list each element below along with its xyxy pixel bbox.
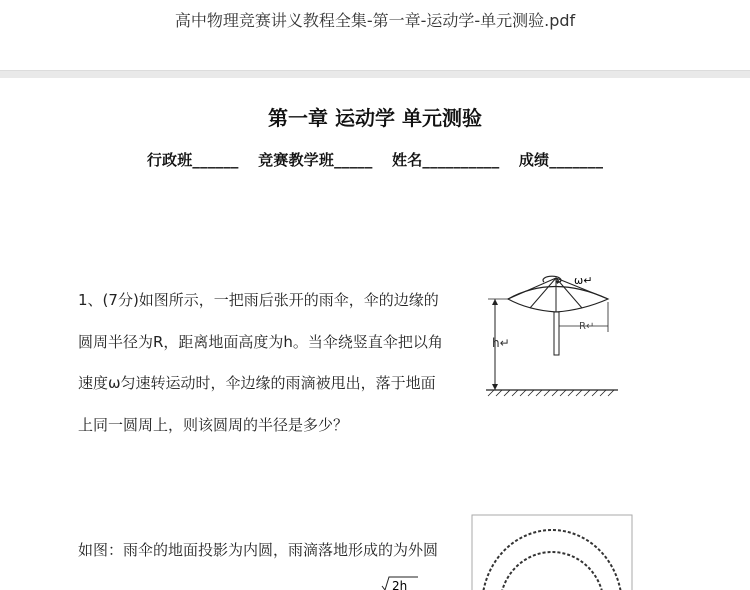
info-competition-class-field: 竞赛教学班_____ [258,151,373,169]
student-info-line [0,149,750,170]
radius-label: R↵ [579,321,595,332]
formula-text: 2h [392,579,408,590]
info-score-field: 成绩_______ [518,151,604,169]
umbrella-figure [478,268,628,400]
toolbar-divider [0,70,750,78]
height-label: h↵ [492,336,510,350]
info-class-field: 行政班______ [146,151,239,169]
question1-line-3: 速度ω匀速转运动时，伞边缘的雨滴被甩出，落于地面 [78,374,436,392]
info-name-field: 姓名__________ [392,151,500,169]
circles-figure [471,514,633,590]
formula-fragment [380,576,420,590]
question1-line-4: 上同一圆周上，则该圆周的半径是多少？ [78,416,349,434]
document-filename: 高中物理竞赛讲义教程全集-第一章-运动学-单元测验.pdf [174,11,576,30]
omega-label: ω↵ [574,274,593,287]
document-title: 第一章 运动学 单元测验 [268,106,482,130]
question1-line-1: 1、(7分)如图所示，一把雨后张开的雨伞，伞的边缘的 [78,291,439,309]
answer-line-1: 如图：雨伞的地面投影为内圆，雨滴落地形成的为外圆 [78,541,439,559]
title-bar [0,0,750,70]
question1-line-2: 圆周半径为R，距离地面高度为h。当伞绕竖直伞把以角 [78,333,443,351]
